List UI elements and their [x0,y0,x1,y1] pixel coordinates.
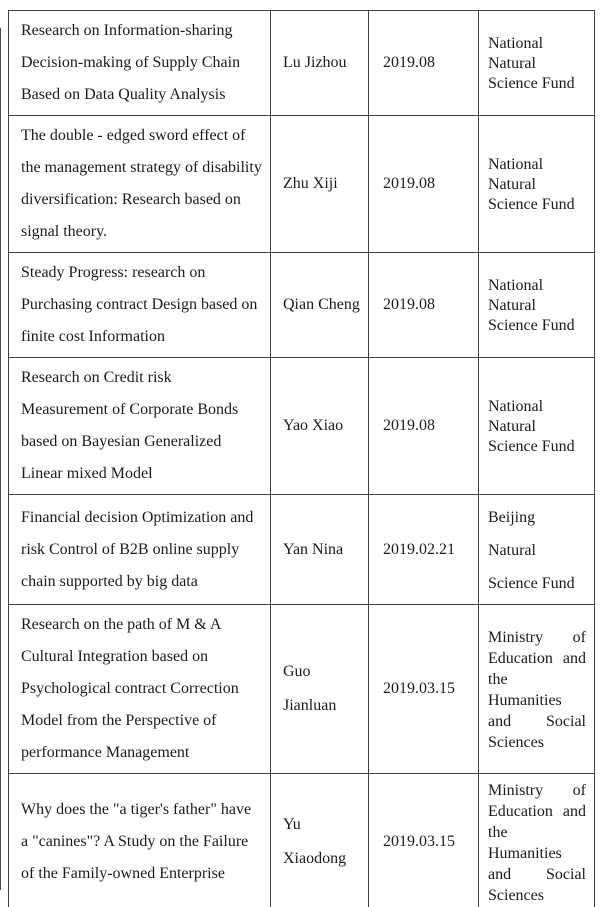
leader-name-cell [271,774,369,907]
fund-line: Humanities [488,692,562,709]
title-line: Measurement of Corporate Bonds [21,401,239,418]
fund-source-cell [479,605,595,774]
fund-line: Natural [488,542,536,559]
title-line: Financial decision Optimization and [21,508,254,526]
title-line: risk Control of B2B online supply [21,540,240,558]
date-cell: 2019.03.15 [369,774,479,907]
fund-line: Science Fund [488,575,575,592]
fund-source-cell [479,11,595,116]
fund-line: the [488,671,508,688]
fund-line: and Social [488,866,586,883]
fund-line: Science Fund [488,317,575,334]
name-line: Yao Xiao [283,417,344,434]
fund-line: National [488,398,544,415]
project-title-cell [9,11,271,116]
leader-name-cell [271,358,369,495]
title-line: Why does the "a tiger's father" have [21,801,252,818]
page-edge-line [0,28,1,890]
leader-name-cell [271,253,369,358]
fund-line: Sciences [488,734,544,751]
fund-source-cell [479,358,595,495]
title-line: Psychological contract Correction [21,680,239,697]
fund-line: Science Fund [488,75,575,92]
fund-line: National [488,277,544,294]
date-cell: 2019.08 [369,11,479,116]
table-row [9,605,595,774]
title-line: Steady Progress: research on [21,264,206,281]
fund-line: and Social [488,713,586,730]
fund-line: Science Fund [488,438,575,455]
name-line: Jianluan [283,697,337,714]
title-line: Research on Credit risk [21,369,172,386]
fund-line: Natural [488,176,536,193]
title-line: Research on the path of M & A [21,616,222,633]
project-title-cell [9,253,271,358]
name-line: Xiaodong [283,850,347,867]
fund-line: Science Fund [488,196,575,213]
fund-source-cell [479,774,595,907]
fund-line: Natural [488,55,536,72]
table-row [9,495,595,605]
fund-line: Ministry of [488,629,586,646]
table-row [9,774,595,907]
title-line: a "canines"? A Study on the Failure [21,833,249,850]
fund-line: Sciences [488,887,544,904]
fund-line: Humanities [488,845,562,862]
fund-line: Ministry of [488,782,586,799]
table-row [9,253,595,358]
date-cell: 2019.08 [369,253,479,358]
name-line: Yan Nina [283,540,344,558]
table-row [9,358,595,495]
title-line: signal theory. [21,223,108,240]
name-line: Qian Cheng [283,296,360,313]
date-cell: 2019.08 [369,358,479,495]
leader-name-cell [271,495,369,605]
fund-line: Natural [488,297,536,314]
fund-source-cell [479,495,595,605]
title-line: of the Family-owned Enterprise [21,865,225,882]
title-line: The double - edged sword effect of [21,127,246,144]
fund-line: Education and [488,803,586,820]
leader-name-cell [271,11,369,116]
fund-line: the [488,824,508,841]
fund-line: Education and [488,650,586,667]
table-row [9,11,595,116]
leader-name-cell [271,605,369,774]
title-line: performance Management [21,744,190,761]
title-line: Linear mixed Model [21,465,153,482]
title-line: the management strategy of disability [21,159,262,176]
fund-line: Beijing [488,509,536,526]
research-projects-table [8,10,595,907]
name-line: Lu Jizhou [283,54,347,71]
name-line: Zhu Xiji [283,175,338,192]
fund-source-cell [479,253,595,358]
name-line: Yu [283,816,301,833]
project-title-cell [9,605,271,774]
date-cell: 2019.03.15 [369,605,479,774]
fund-source-cell [479,116,595,253]
table-body [9,11,595,907]
date-cell: 2019.02.21 [369,495,479,605]
fund-line: National [488,156,544,173]
project-title-cell [9,116,271,253]
fund-line: National [488,35,544,52]
title-line: Cultural Integration based on [21,648,209,665]
leader-name-cell [271,116,369,253]
title-line: Decision-making of Supply Chain [21,54,241,71]
project-title-cell [9,774,271,907]
title-line: Purchasing contract Design based on [21,296,258,313]
title-line: Based on Data Quality Analysis [21,86,226,103]
title-line: diversification: Research based on [21,191,241,208]
title-line: Research on Information-sharing [21,22,233,39]
title-line: based on Bayesian Generalized [21,433,222,450]
title-line: finite cost Information [21,328,165,345]
name-line: Guo [283,663,311,680]
project-title-cell [9,358,271,495]
title-line: chain supported by big data [21,572,198,590]
project-title-cell [9,495,271,605]
title-line: Model from the Perspective of [21,712,217,729]
date-cell: 2019.08 [369,116,479,253]
fund-line: Natural [488,418,536,435]
table-row [9,116,595,253]
